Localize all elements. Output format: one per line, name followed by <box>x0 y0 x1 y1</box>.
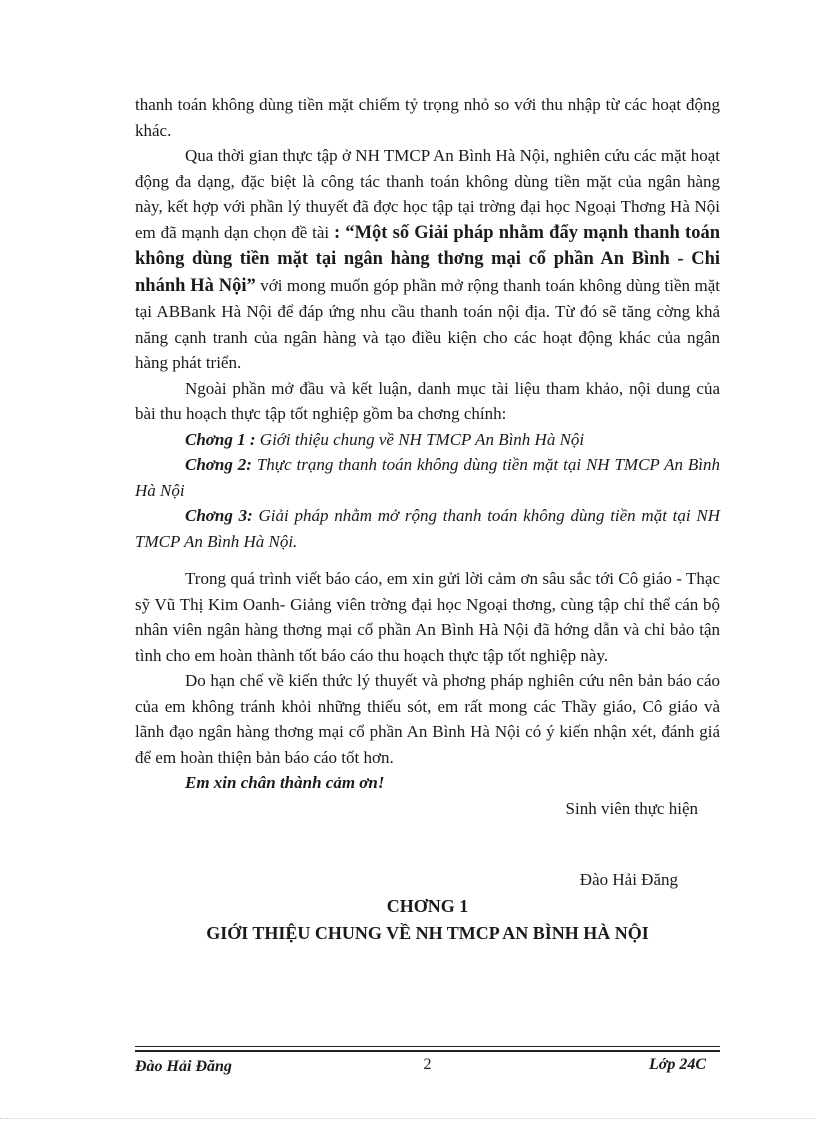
chapter-item-1 <box>135 427 720 453</box>
thanks-line: Em xin chân thành cảm ơn! <box>185 773 385 792</box>
footer-rule-thin <box>135 1046 720 1047</box>
chapter-3-label: Chơng 3: <box>185 506 253 525</box>
chapter-item-3 <box>135 503 720 554</box>
paragraph-acknowledgement: Trong quá trình viết báo cáo, em xin gửi lời cảm ơn sâu sắc tới Cô giáo - Thạc sỹ Vũ Thị Kim Oanh- Giảng viên trờng đại học Ngoại thơng, cùng tập chỉ thể cán bộ nhân viên ngân hàng thơng mại cổ phần An Bình Hà Nội đã hớng dẫn và chỉ bảo tận tình cho em hoàn thành tốt báo cáo thu hoạch thực tập tốt nghiệp này. <box>135 569 720 665</box>
footer-rule-thick <box>135 1050 720 1052</box>
topic-title: : “Một số Giải pháp nhằm đẩy mạnh thanh toán không dùng tiền mặt tại ngân hàng thơng mại cổ phần An Bình - Chi nhánh Hà Nội” <box>135 222 720 296</box>
chapter-item-2 <box>135 452 720 503</box>
chapter-3-text: Giải pháp nhằm mở rộng thanh toán không dùng tiền mặt tại NH TMCP An Bình Hà Nội. <box>135 506 720 551</box>
paragraph-structure: Ngoài phần mở đầu và kết luận, danh mục tài liệu tham khảo, nội dung của bài thu hoạch thực tập tốt nghiệp gồm ba chơng chính: <box>135 378 720 423</box>
chapter-1-label: Chơng 1 : <box>185 429 256 449</box>
paragraph-limitations: Do hạn chế về kiến thức lý thuyết và phơng pháp nghiên cứu nên bản báo cáo của em không tránh khỏi những thiếu sót, em rất mong các Thầy giáo, Cô giáo và lãnh đạo ngân hàng thơng mại cổ phần An Bình Hà Nội có ý kiến nhận xét, đánh giá để em hoàn thiện bản báo cáo tốt hơn. <box>135 671 720 767</box>
paragraph-topic <box>135 143 720 376</box>
footer-page-number: 2 <box>423 1056 432 1073</box>
topic-intro-text: Qua thời gian thực tập ở NH TMCP An Bình Hà Nội, nghiên cứu các mặt hoạt động đa dạng, đặc biệt là công tác thanh toán không dùng tiền mặt của ngân hàng này, kết hợp với phần lý thuyết đã đợc học tập tại trờng đại học Ngoại Thơng Hà Nội em đã mạnh dạn chọn đề tài <box>135 146 720 242</box>
signer-name: Đào Hải Đăng <box>579 870 678 889</box>
signer-role: Sinh viên thực hiện <box>565 798 698 818</box>
footer-class: Lớp 24C <box>648 1056 706 1073</box>
chapter-title-heading: GIỚI THIỆU CHUNG VỀ NH TMCP AN BÌNH HÀ NỘI <box>206 922 649 943</box>
chapter-2-label: Chơng 2: <box>185 455 252 474</box>
chapter-1-text: Giới thiệu chung về NH TMCP An Bình Hà Nội <box>255 429 585 449</box>
chapter-number-heading: CHƠNG 1 <box>386 895 469 916</box>
topic-rest-text: với mong muốn góp phần mở rộng thanh toán không dùng tiền mặt tại ABBank Hà Nội để đáp ứng nhu cầu thanh toán nội địa. Từ đó sẽ tăng cờng khả năng cạnh tranh của ngân hàng và tạo điều kiện cho các hoạt động khác của ngân hàng phát triển. <box>135 275 720 372</box>
spacer <box>135 554 720 566</box>
page-body <box>135 92 720 947</box>
page-edge-divider <box>0 1118 816 1119</box>
footer-author: Đào Hải Đăng <box>135 1058 232 1075</box>
page-footer <box>135 1046 720 1086</box>
chapter-2-text: Thực trạng thanh toán không dùng tiền mặt tại NH TMCP An Bình Hà Nội <box>135 455 720 500</box>
paragraph-intro-continuation: thanh toán không dùng tiền mặt chiếm tỷ trọng nhỏ so với thu nhập từ các hoạt động khác. <box>135 95 720 140</box>
